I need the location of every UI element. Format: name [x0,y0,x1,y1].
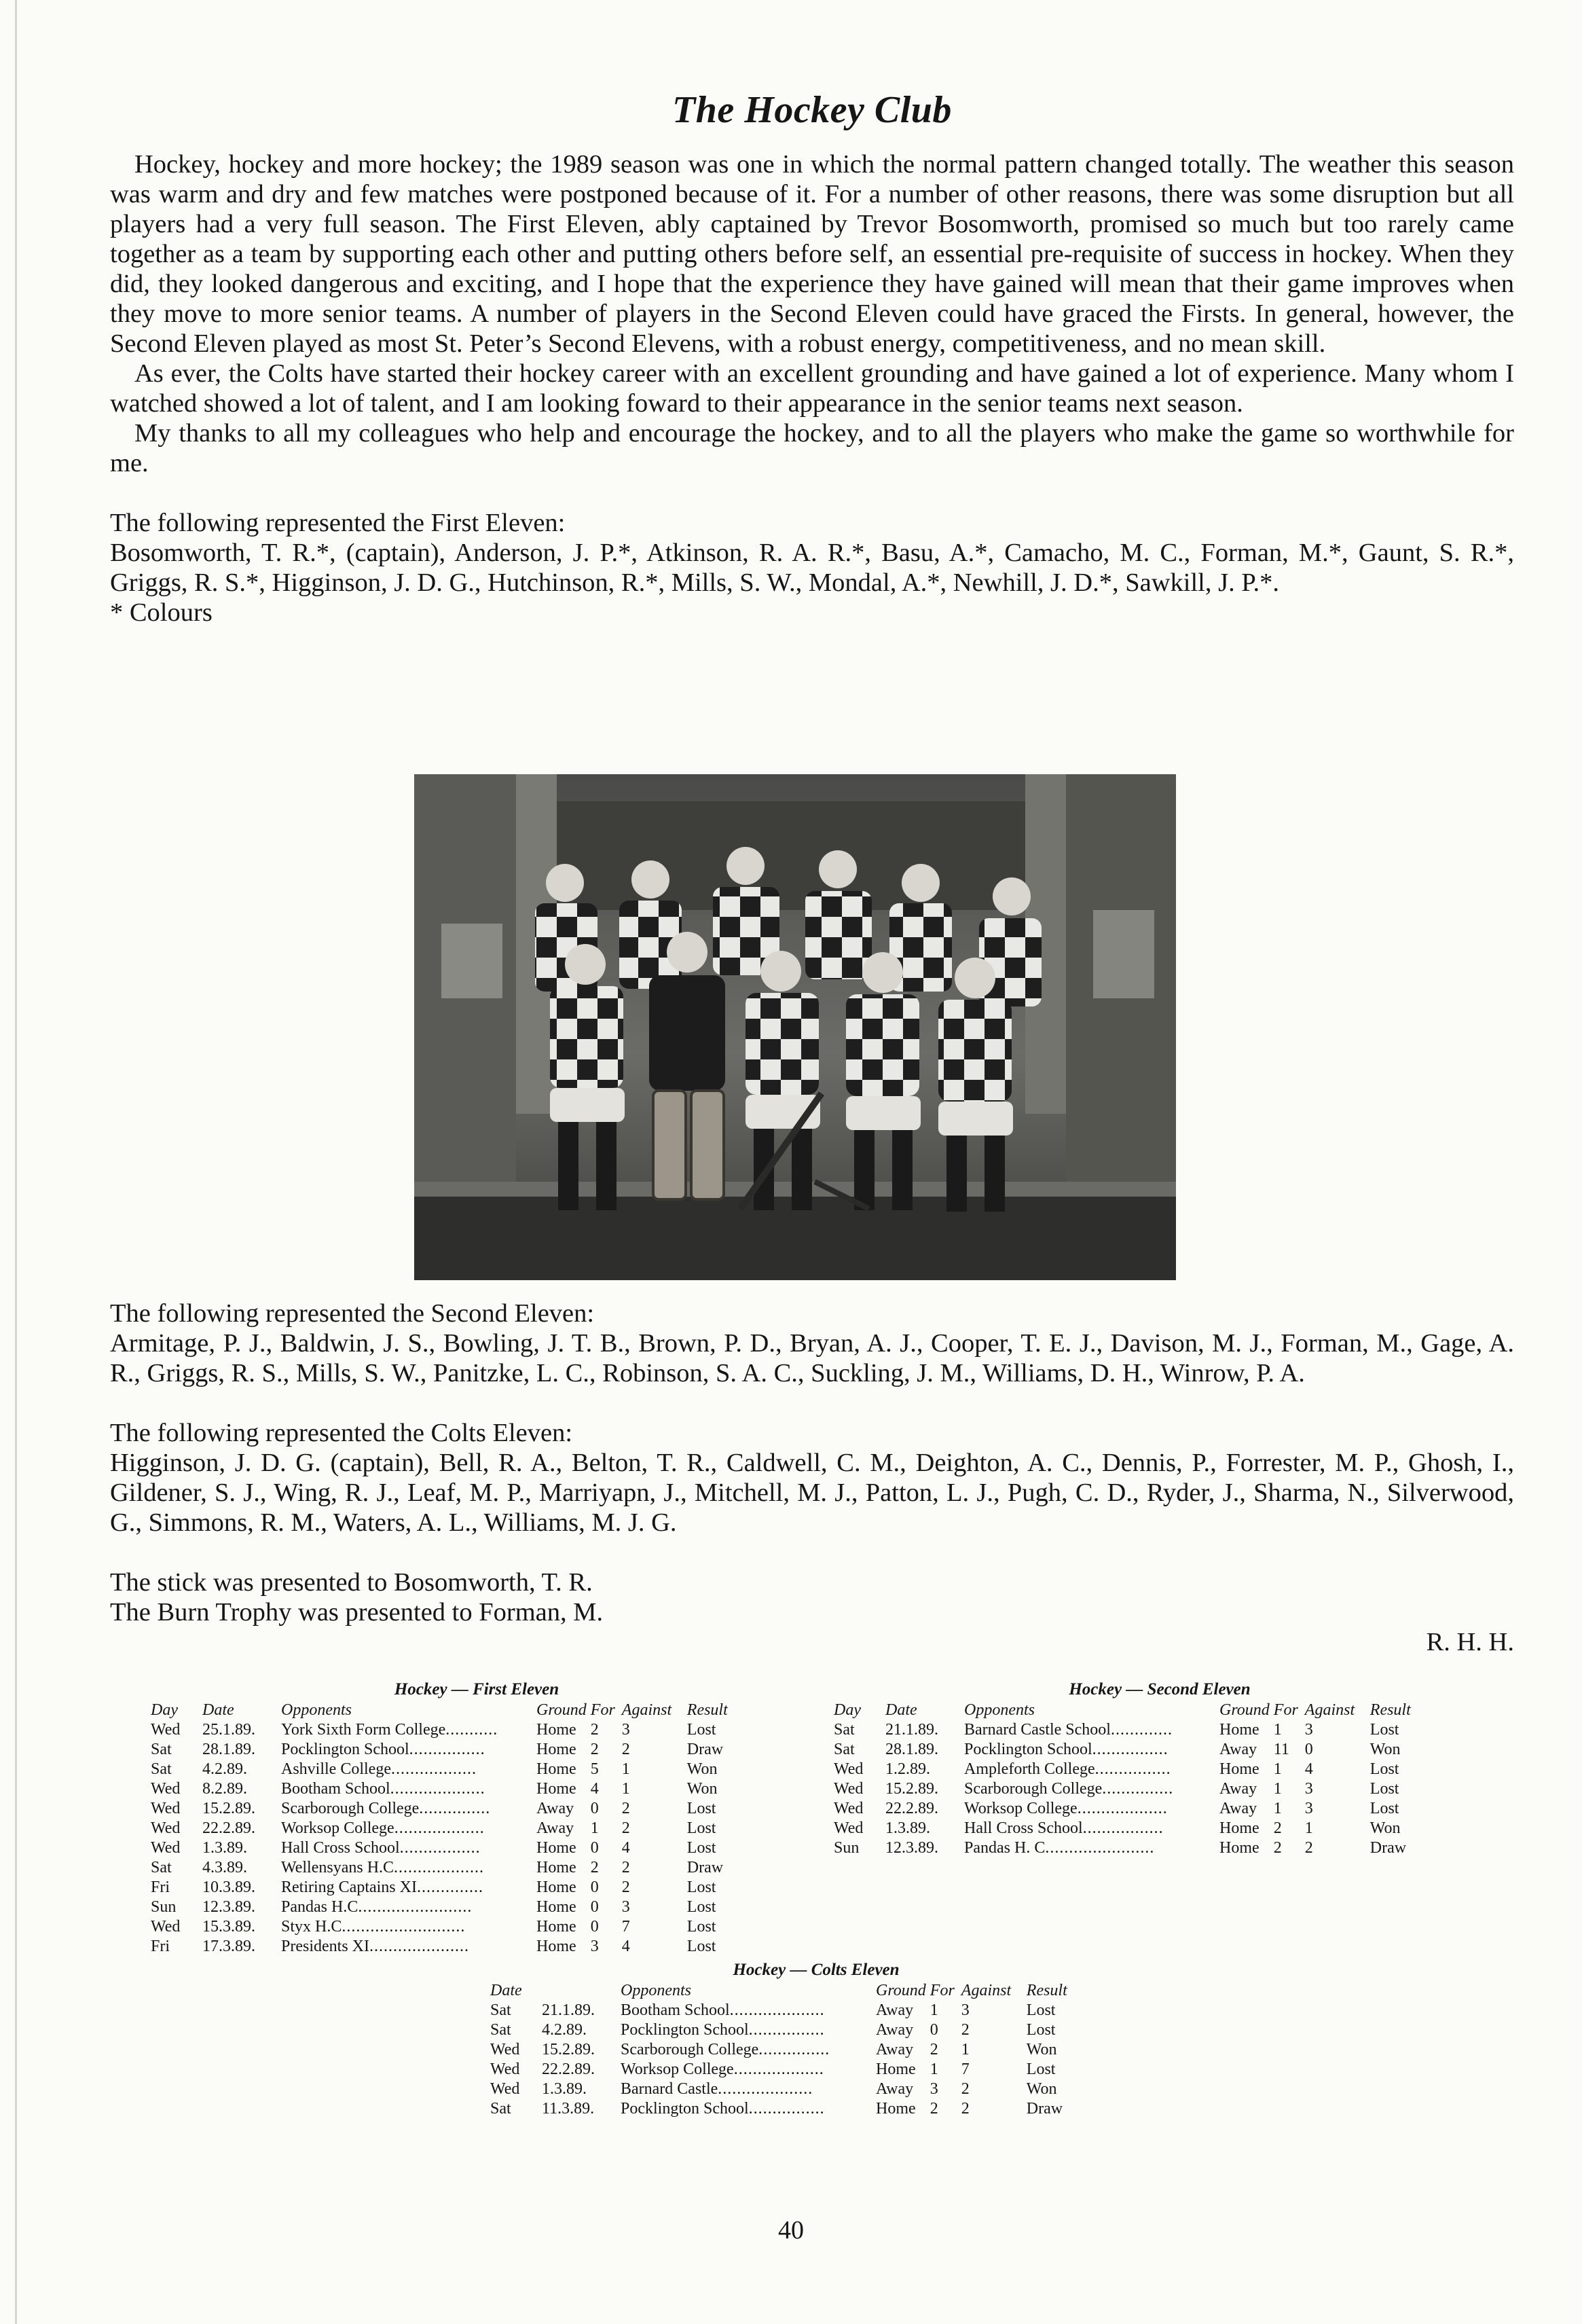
table-cell: Away [1219,1741,1257,1758]
table-cell: Home [1219,1819,1259,1837]
award-burn-trophy: The Burn Trophy was presented to Forman, M. [110,1598,604,1627]
colours-note: * Colours [110,598,213,627]
colts-fixtures [490,1961,1142,2119]
table-row [151,1799,746,1819]
table-cell: Bootham School.................... [281,1780,485,1798]
table-cell: Sun [151,1898,177,1916]
column-header: Opponents [964,1701,1035,1719]
table-cell: 2 [590,1741,599,1758]
first-eleven-table [151,1701,746,1957]
table-cell: 2 [930,2100,938,2118]
second-eleven-names: Armitage, P. J., Baldwin, J. S., Bowling, J. T. B., Brown, P. D., Bryan, A. J., Cooper, T. E. J., Davison, M. J., Forman, M., Gage, A. R., Griggs, R. S., Mills, S. W., Panitzke, L. C., Robinson, S. A. C., Suckling, J. M., Williams, D. H., Winrow, P. A. [110,1329,1514,1387]
table-cell: Won [1369,1819,1401,1837]
table-cell: 21.1.89. [542,2001,595,2019]
table-cell: 1 [961,2041,970,2058]
author-initials: R. H. H. [1426,1628,1514,1656]
table-cell: 2 [961,2100,970,2118]
page-title: The Hockey Club [672,89,952,131]
column-header: Result [686,1701,728,1719]
table-cell: 3 [1304,1780,1313,1798]
table-cell: Lost [686,1918,716,1936]
table-cell: 1 [590,1819,599,1837]
table-cell: Worksop College................... [621,2060,824,2078]
column-header: For [1273,1701,1298,1719]
table-cell: Won [1026,2080,1057,2098]
table-cell: 2 [621,1741,630,1758]
table-cell: 28.1.89. [885,1741,938,1758]
table-row [151,1838,746,1858]
table-cell: Styx H.C.......................... [281,1918,466,1936]
table-cell: 2 [1273,1819,1282,1837]
table-cell: Hall Cross School................. [281,1839,481,1857]
table-cell: Wellensyans H.C................... [281,1859,485,1876]
table-cell: 22.2.89. [885,1800,938,1817]
table-cell: Home [536,1839,576,1857]
page-number: 40 [778,2216,804,2245]
table-cell: Lost [686,1721,716,1739]
table-cell: 3 [590,1938,599,1955]
table-row [834,1819,1429,1838]
table-cell: Lost [1369,1800,1399,1817]
table-cell: Away [536,1819,574,1837]
table-cell: Lost [686,1878,716,1896]
table-row [490,2099,1085,2119]
table-cell: Home [536,1760,576,1778]
table-cell: Home [1219,1721,1259,1739]
table-cell: Sat [151,1859,172,1876]
table-cell: Home [536,1938,576,1955]
table-cell: Lost [686,1800,716,1817]
table-cell: 0 [590,1839,599,1857]
table-cell: Wed [151,1800,181,1817]
table-cell: Lost [686,1938,716,1955]
table-cell: Away [876,2041,914,2058]
table-cell: Barnard Castle School............. [964,1721,1173,1739]
colts-fixtures-title: Hockey — Colts Eleven [733,1961,900,1979]
table-cell: 4.2.89. [542,2021,587,2039]
table-cell: 12.3.89. [202,1898,255,1916]
table-cell: 21.1.89. [885,1721,938,1739]
table-cell: Wed [151,1839,181,1857]
table-cell: 4.3.89. [202,1859,247,1876]
table-row [151,1720,746,1740]
table-cell: 0 [1304,1741,1313,1758]
table-row [151,1740,746,1760]
table-cell: 1.2.89. [885,1760,930,1778]
table-cell: Draw [1026,2100,1063,2118]
table-cell: 1 [621,1780,630,1798]
column-header: Date [202,1701,234,1719]
table-cell: Home [876,2060,916,2078]
table-cell: 1 [1273,1800,1282,1817]
table-row [834,1740,1429,1760]
table-cell: 1 [930,2060,938,2078]
table-cell: 4 [621,1839,630,1857]
column-header: Day [834,1701,861,1719]
colts-eleven-heading: The following represented the Colts Eleven: [110,1419,573,1447]
table-cell: Fri [151,1878,170,1896]
table-row [834,1779,1429,1799]
table-cell: Ashville College.................. [281,1760,477,1778]
table-cell: Sat [834,1721,855,1739]
second-eleven-fixtures-title: Hockey — Second Eleven [1069,1680,1251,1699]
table-row [490,2020,1085,2040]
second-eleven-heading: The following represented the Second Eleven: [110,1299,595,1328]
column-header: Against [961,1982,1012,1999]
table-cell: 2 [961,2021,970,2039]
table-cell: Home [1219,1839,1259,1857]
table-cell: 2 [1304,1839,1313,1857]
table-cell: 15.2.89. [885,1780,938,1798]
table-cell: Won [686,1760,718,1778]
table-row [834,1799,1429,1819]
table-cell: Lost [686,1839,716,1857]
thanks-paragraph: My thanks to all my colleagues who help and encourage the hockey, and to all the players who make the game so worthwhile for me. [110,419,1514,477]
table-cell: Draw [686,1741,724,1758]
table-cell: Home [876,2100,916,2118]
table-cell: Away [536,1800,574,1817]
table-row [490,2080,1085,2099]
table-cell: 2 [930,2041,938,2058]
table-cell: Pocklington School................ [621,2021,825,2039]
table-cell: Won [686,1780,718,1798]
table-cell: Wed [834,1780,864,1798]
colts-table [490,1981,1085,2119]
table-row [490,2060,1085,2080]
table-cell: Lost [686,1898,716,1916]
table-row [834,1720,1429,1740]
intro-paragraph: Hockey, hockey and more hockey; the 1989 season was one in which the normal pattern changed totally. The weather this season was warm and dry and few matches were postponed because of it. For a number of other reasons, there was some disruption but all players had a very full season. The First Eleven, ably captained by Trevor Bosomworth, promised so much but too rarely came together as a team by supporting each other and putting others before self, an essential pre-requisite of success in hockey. When they did, they looked dangerous and exciting, and I hope that the experience they have gained will mean that their game improves when they move to more senior teams. A number of players in the Second Eleven could have graced the Firsts. In general, however, the Second Eleven played as most St. Peter’s Second Elevens, with a robust energy, competitiveness, and no mean skill. [110,150,1514,358]
table-cell: 2 [590,1721,599,1739]
table-cell: 15.2.89. [542,2041,595,2058]
table-cell: Sun [834,1839,860,1857]
table-cell: 3 [621,1721,630,1739]
table-cell: Scarborough College............... [964,1780,1174,1798]
table-cell: 17.3.89. [202,1938,255,1955]
table-cell: 15.3.89. [202,1918,255,1936]
table-row [151,1779,746,1799]
table-cell: Ampleforth College................ [964,1760,1171,1778]
table-row [151,1917,746,1937]
column-header: Ground [876,1982,926,1999]
second-eleven-table [834,1701,1429,1858]
table-cell: 3 [1304,1721,1313,1739]
first-eleven-fixtures-title: Hockey — First Eleven [394,1680,559,1699]
table-row [151,1819,746,1838]
table-cell: 3 [961,2001,970,2019]
table-cell: Home [536,1859,576,1876]
table-cell: Wed [834,1760,864,1778]
table-cell: 4 [1304,1760,1313,1778]
table-cell: Wed [151,1918,181,1936]
table-cell: 12.3.89. [885,1839,938,1857]
table-cell: Home [536,1741,576,1758]
table-row [490,2040,1085,2060]
table-cell: Pocklington School................ [621,2100,825,2118]
table-cell: York Sixth Form College........... [281,1721,498,1739]
table-cell: Wed [151,1721,181,1739]
table-cell: Worksop College................... [281,1819,485,1837]
column-header: Ground [536,1701,587,1719]
table-cell: Wed [490,2080,520,2098]
table-cell: 2 [621,1819,630,1837]
column-header: Against [621,1701,672,1719]
table-cell: 22.2.89. [542,2060,595,2078]
table-cell: Home [1219,1760,1259,1778]
table-cell: Barnard Castle.................... [621,2080,813,2098]
article [110,88,1514,628]
table-cell: Lost [1369,1721,1399,1739]
table-cell: Scarborough College............... [621,2041,830,2058]
table-cell: 1.3.89. [885,1819,930,1837]
table-cell: Pandas H. C....................... [964,1839,1155,1857]
table-cell: 11 [1273,1741,1289,1758]
column-header: For [930,1982,955,1999]
table-cell: 15.2.89. [202,1800,255,1817]
table-header-row [490,1981,1085,2001]
table-cell: Scarborough College............... [281,1800,491,1817]
table-cell: 2 [590,1859,599,1876]
table-cell: 4.2.89. [202,1760,247,1778]
table-cell: 3 [1304,1800,1313,1817]
table-cell: Away [876,2080,914,2098]
table-cell: Home [536,1918,576,1936]
column-header: For [590,1701,615,1719]
table-cell: Away [876,2001,914,2019]
table-cell: 2 [621,1878,630,1896]
colts-eleven-names: Higginson, J. D. G. (captain), Bell, R. A., Belton, T. R., Caldwell, C. M., Deighton, A. C., Dennis, P., Forrester, M. P., Ghosh, I., Gildener, S. J., Wing, R. J., Leaf, M. P., Marriyapn, J., Mitchell, M. J., Patton, L. J., Pugh, C. D., Ryder, J., Sharma, N., Silverwood, G., Simmons, R. M., Waters, A. L., Williams, M. J. G. [110,1449,1514,1537]
table-cell: Won [1026,2041,1057,2058]
table-cell: Away [1219,1800,1257,1817]
table-cell: Lost [1369,1780,1399,1798]
table-row [490,2001,1085,2020]
table-cell: Away [1219,1780,1257,1798]
column-header: Result [1026,1982,1067,1999]
table-cell: Sat [490,2100,511,2118]
table-cell: Home [536,1878,576,1896]
table-cell: 1 [1304,1819,1313,1837]
table-cell: 3 [621,1898,630,1916]
table-cell: Draw [686,1859,724,1876]
table-cell: 0 [590,1898,599,1916]
column-header: Opponents [281,1701,352,1719]
table-cell: 22.2.89. [202,1819,255,1837]
table-cell: Home [536,1898,576,1916]
table-cell: 5 [590,1760,599,1778]
table-cell: Sat [151,1760,172,1778]
table-cell: Retiring Captains XI.............. [281,1878,483,1896]
column-header: Ground [1219,1701,1270,1719]
table-row [151,1878,746,1898]
table-cell: 0 [930,2021,938,2039]
table-cell: Presidents XI..................... [281,1938,469,1955]
table-cell: Pocklington School................ [964,1741,1169,1758]
table-cell: Lost [1369,1760,1399,1778]
table-cell: 0 [590,1878,599,1896]
table-cell: 4 [621,1938,630,1955]
table-cell: Away [876,2021,914,2039]
colts-paragraph: As ever, the Colts have started their hockey career with an excellent grounding and have gained a lot of experience. Many whom I watched showed a lot of talent, and I am looking foward to their appearance in the senior teams next season. [110,359,1514,418]
table-row [151,1858,746,1878]
table-cell: 2 [621,1859,630,1876]
table-row [834,1760,1429,1779]
table-cell: 2 [961,2080,970,2098]
table-cell: 1 [1273,1760,1282,1778]
table-cell: Lost [1026,2021,1056,2039]
column-header: Date [490,1982,522,1999]
table-cell: 25.1.89. [202,1721,255,1739]
table-cell: 4 [590,1780,599,1798]
table-cell: Wed [151,1780,181,1798]
team-lists [110,1299,1514,1657]
column-header: Opponents [621,1982,691,1999]
table-cell: 2 [1273,1839,1282,1857]
table-cell: Hall Cross School................. [964,1819,1164,1837]
table-cell: 1 [1273,1721,1282,1739]
table-cell: Home [536,1780,576,1798]
table-row [151,1898,746,1917]
table-row [151,1937,746,1957]
table-cell: Lost [1026,2060,1056,2078]
table-cell: Wed [151,1819,181,1837]
first-eleven-heading: The following represented the First Eleven: [110,509,566,537]
scan-margin-line [15,0,17,2324]
table-cell: 0 [590,1918,599,1936]
table-cell: 2 [621,1800,630,1817]
table-cell: Wed [490,2041,520,2058]
table-cell: Won [1369,1741,1401,1758]
table-cell: Wed [834,1800,864,1817]
table-cell: 1.3.89. [202,1839,247,1857]
column-header: Date [885,1701,917,1719]
team-photo [414,774,1176,1280]
first-eleven-names: Bosomworth, T. R.*, (captain), Anderson, J. P.*, Atkinson, R. A. R.*, Basu, A.*, Camacho, M. C., Forman, M.*, Gaunt, S. R.*, Griggs, R. S.*, Higginson, J. D. G., Hutchinson, R.*, Mills, S. W., Mondal, A.*, Newhill, J. D.*, Sawkill, J. P.*. [110,539,1514,597]
table-cell: Wed [834,1819,864,1837]
table-cell: Draw [1369,1839,1407,1857]
table-cell: Lost [1026,2001,1056,2019]
column-header: Result [1369,1701,1411,1719]
table-cell: 7 [621,1918,630,1936]
table-cell: Bootham School.................... [621,2001,825,2019]
table-cell: Sat [834,1741,855,1758]
table-row [151,1760,746,1779]
table-cell: Sat [490,2001,511,2019]
table-cell: Worksop College................... [964,1800,1168,1817]
table-cell: Sat [151,1741,172,1758]
table-cell: 7 [961,2060,970,2078]
table-cell: 3 [930,2080,938,2098]
table-cell: 1 [621,1760,630,1778]
table-cell: Wed [490,2060,520,2078]
table-cell: Home [536,1721,576,1739]
table-cell: 8.2.89. [202,1780,247,1798]
column-header: Day [151,1701,178,1719]
column-header: Against [1304,1701,1355,1719]
table-cell: Pandas H.C........................ [281,1898,473,1916]
first-eleven-fixtures [151,1680,803,1957]
table-row [834,1838,1429,1858]
table-cell: 0 [590,1800,599,1817]
table-cell: Lost [686,1819,716,1837]
table-header-row [834,1701,1429,1720]
table-cell: 1 [930,2001,938,2019]
award-stick: The stick was presented to Bosomworth, T. R. [110,1568,593,1597]
table-cell: 1 [1273,1780,1282,1798]
table-cell: Pocklington School................ [281,1741,485,1758]
table-header-row [151,1701,746,1720]
table-cell: 28.1.89. [202,1741,255,1758]
table-cell: Fri [151,1938,170,1955]
table-cell: 1.3.89. [542,2080,587,2098]
second-eleven-fixtures [834,1680,1486,1858]
table-cell: Sat [490,2021,511,2039]
table-cell: 11.3.89. [542,2100,595,2118]
table-cell: 10.3.89. [202,1878,255,1896]
